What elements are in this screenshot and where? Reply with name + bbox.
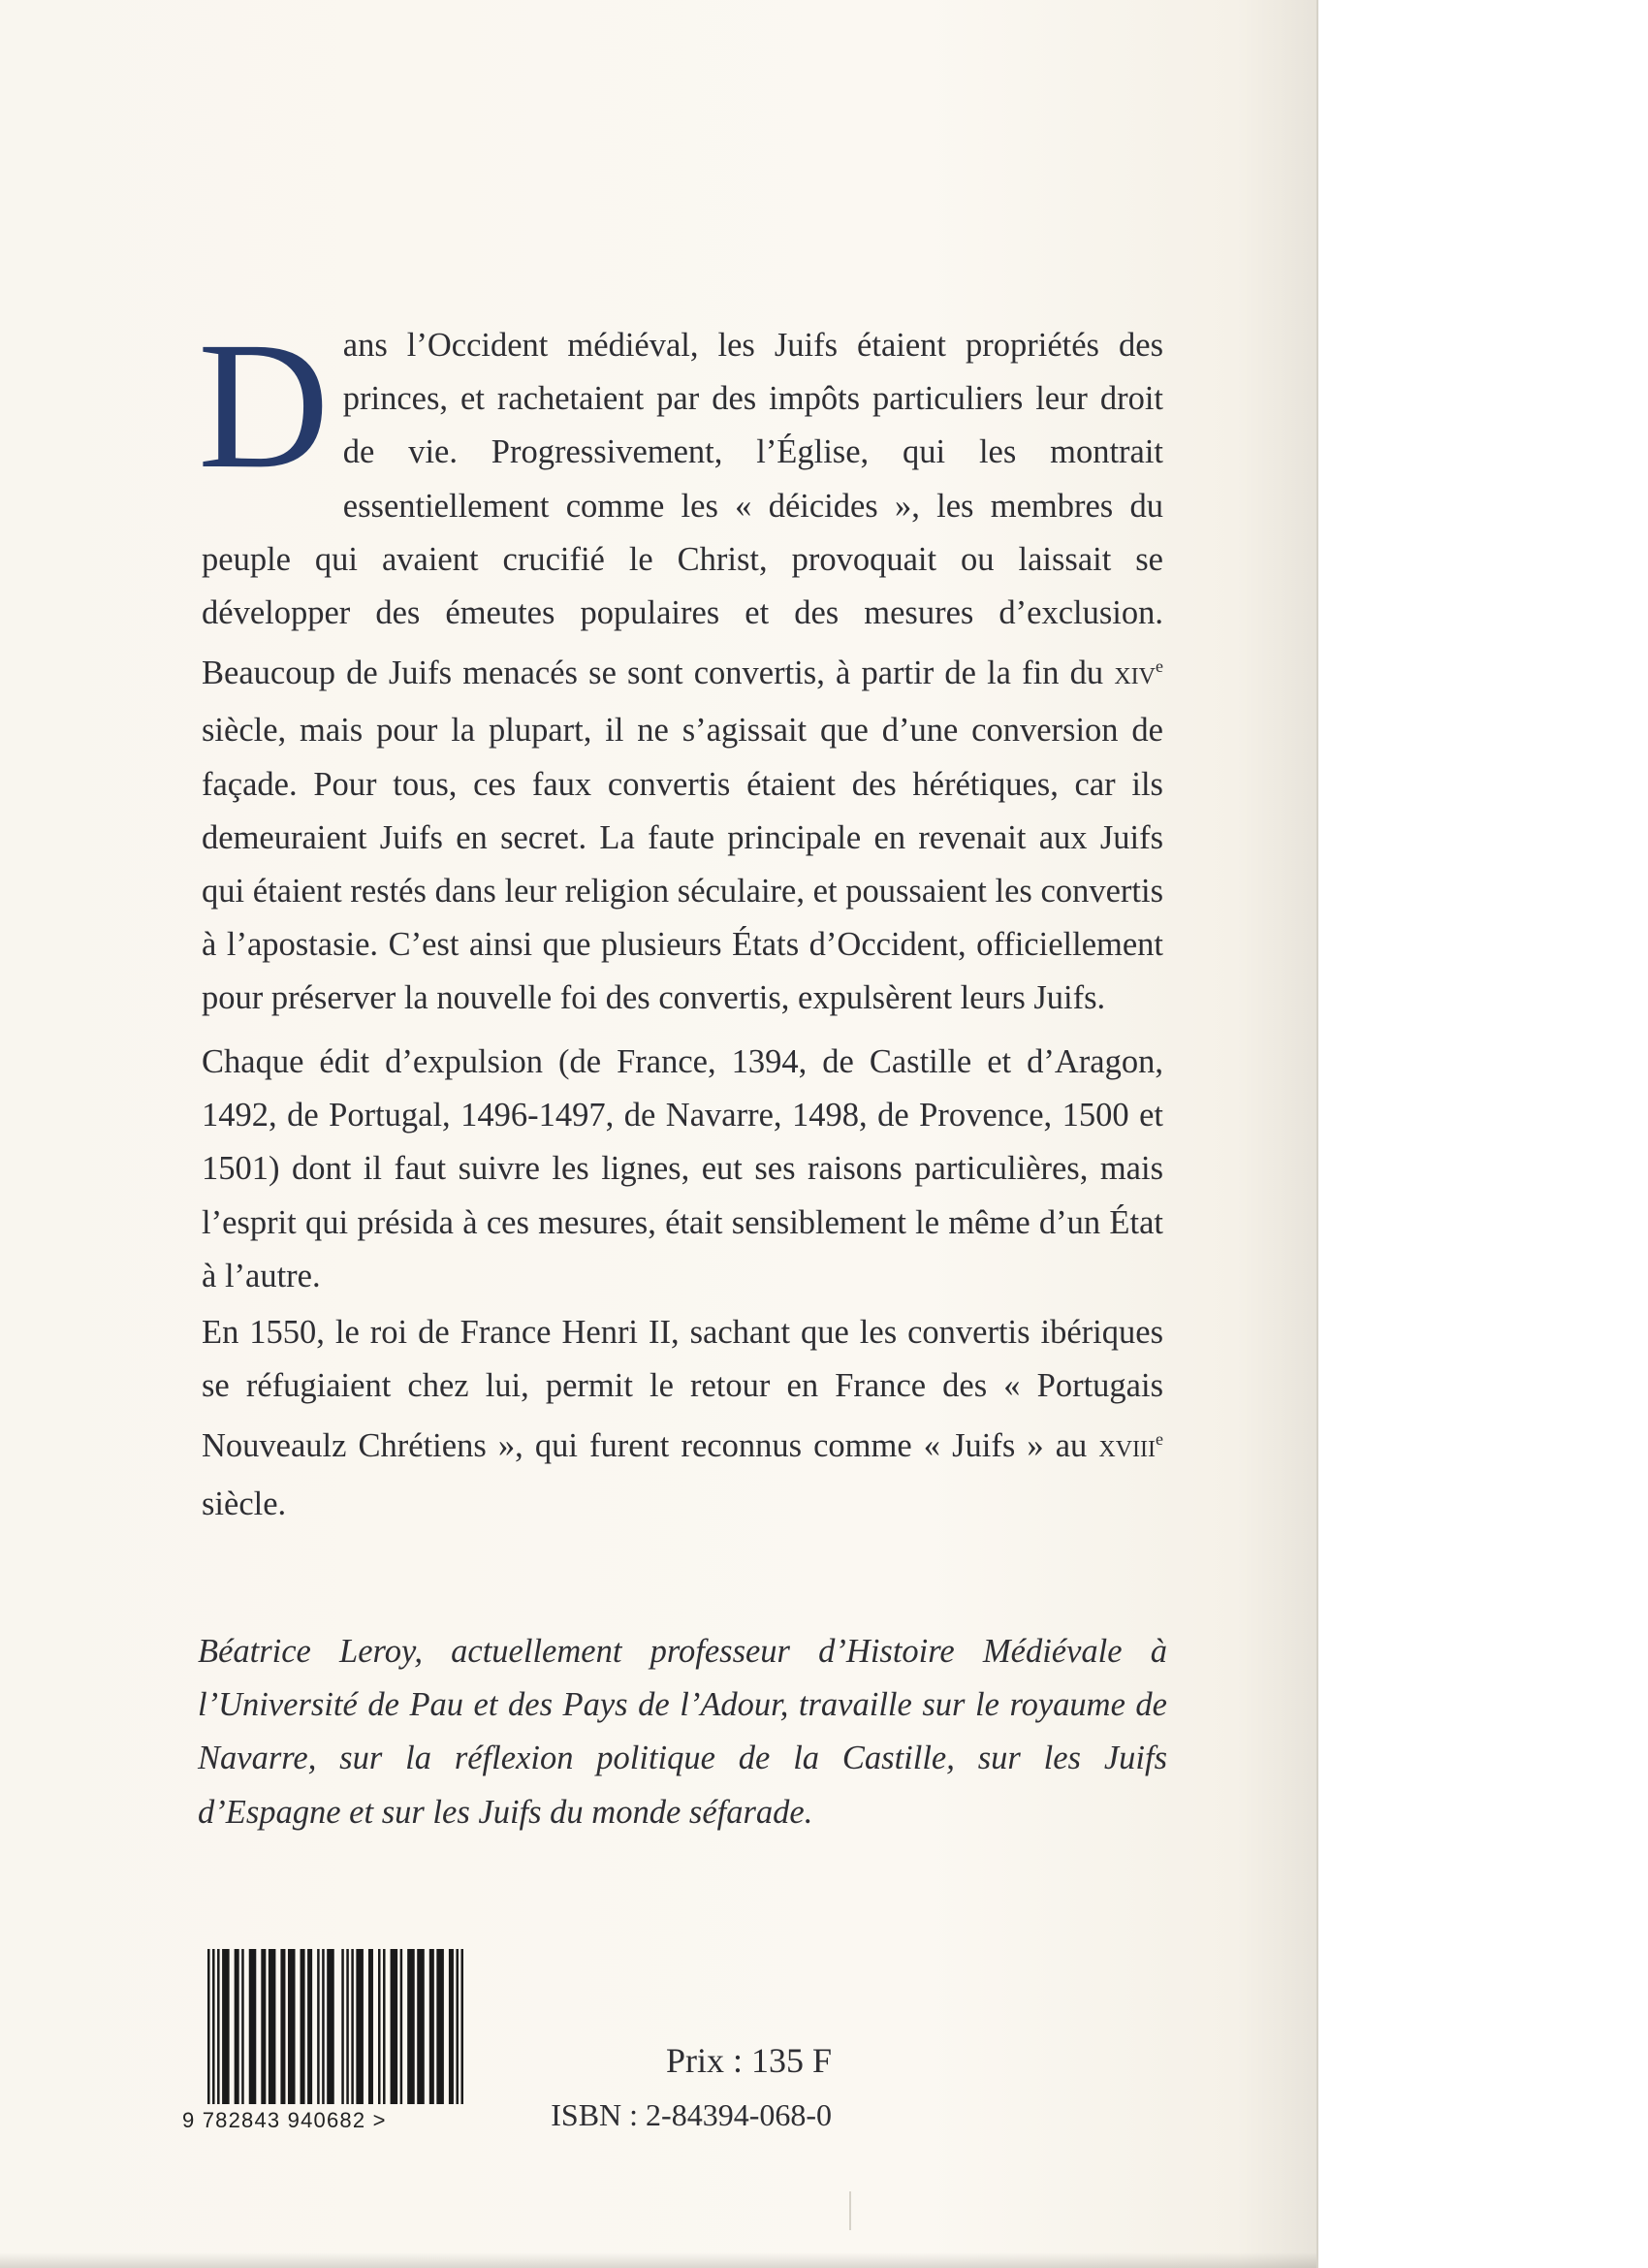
barcode-bar (417, 1949, 425, 2104)
barcode-bar (301, 1949, 305, 2104)
paragraph-intro-text-a: ans l’Occident médiéval, les Juifs étaient propriétés des princes, et rachetaient par des impôts particuliers leur droit de vie. Progressivement, l’Église, qui les montrait essentiellement comme les « déicides », les membres du peuple qui avaient crucifié le Christ, provoquait ou laissait se développer des émeutes populaires et des mesures d’exclusion. Beaucoup de Juifs menacés se sont convertis, à partir de la fin du (202, 327, 1163, 692)
barcode-bar (288, 1949, 296, 2104)
barcode-bar (222, 1949, 230, 2104)
barcode-bar (235, 1949, 239, 2104)
barcode-bar (280, 1949, 285, 2104)
barcode-bar (378, 1949, 381, 2104)
century-numeral: XIV (1114, 664, 1156, 690)
barcode-bar (207, 1949, 210, 2104)
barcode-bar (261, 1949, 266, 2104)
barcode-bar (351, 1949, 354, 2104)
barcode-bar (383, 1949, 386, 2104)
paragraph-intro (198, 303, 1163, 1026)
barcode-bar (269, 1949, 276, 2104)
barcode-bar (346, 1949, 349, 2104)
barcode-bar (400, 1949, 403, 2104)
barcode-bar (327, 1949, 334, 2104)
author-bio: Béatrice Leroy, actuellement professeur d’Histoire Médiévale à l’Université de Pau et des Pays de l’Adour, travaille sur le royaume de Navarre, sur la réflexion politique de la Castille, sur les Juifs d’Espagne et sur les Juifs du monde séfarade. (198, 1633, 1167, 1831)
paragraph-henri-ii-text-a: En 1550, le roi de France Henri II, sachant que les convertis ibériques se réfugiaient chez lui, permit le retour en France des « Portugais Nouveaulz Chrétiens », qui furent reconnus comme « Juifs » au (202, 1314, 1163, 1465)
isbn-label: ISBN : 2-84394-068-0 (551, 2097, 832, 2132)
paragraph-intro-text-b: siècle, mais pour la plupart, il ne s’agissait que d’une conversion de façade. Pour tous, ces faux convertis étaient des hérétiques, car ils demeuraient Juifs en secret. La faute principale en revenait aux Juifs qui étaient restés dans leur religion séculaire, et poussaient les convertis à l’apostasie. C’est ainsi que plusieurs États d’Occident, officiellement pour préserver la nouvelle foi des convertis, expulsèrent leurs Juifs. (202, 712, 1163, 1017)
paragraph-henri-ii (202, 1306, 1163, 1531)
barcode-bar (368, 1949, 373, 2104)
barcode (206, 1949, 465, 2104)
paragraph-edicts: Chaque édit d’expulsion (de France, 1394, de Castille et d’Aragon, 1492, de Portugal, 1496-1497, de Navarre, 1498, de Provence, 1500 et 1501) dont il faut suivre les lignes, eut ses raisons particulières, mais l’esprit qui présida à ces mesures, était sensiblement le même d’un État à l’autre. (202, 1043, 1163, 1294)
drop-cap: D (198, 303, 330, 506)
century-superscript: e (1156, 1429, 1163, 1450)
barcode-bar (341, 1949, 344, 2104)
barcode-bar (456, 1949, 459, 2104)
barcode-bar (449, 1949, 454, 2104)
crop-mark (849, 2191, 851, 2230)
barcode-bar (307, 1949, 312, 2104)
barcode-bar (436, 1949, 444, 2104)
barcode-bar (356, 1949, 364, 2104)
price-label: Prix : 135 F (665, 2041, 832, 2080)
barcode-bar (249, 1949, 257, 2104)
barcode-bar (317, 1949, 320, 2104)
barcode-digits: 9 782843 940682 > (182, 2108, 387, 2132)
barcode-bar (212, 1949, 215, 2104)
paragraph-henri-ii-text-b: siècle. (202, 1485, 287, 1522)
barcode-bar (407, 1949, 415, 2104)
century-numeral: XVIII (1098, 1437, 1156, 1463)
barcode-bar (241, 1949, 244, 2104)
barcode-bar (322, 1949, 325, 2104)
barcode-bar (391, 1949, 398, 2104)
century-superscript: e (1156, 656, 1163, 677)
barcode-bar (429, 1949, 434, 2104)
barcode-bar (217, 1949, 220, 2104)
barcode-bar (460, 1949, 463, 2104)
